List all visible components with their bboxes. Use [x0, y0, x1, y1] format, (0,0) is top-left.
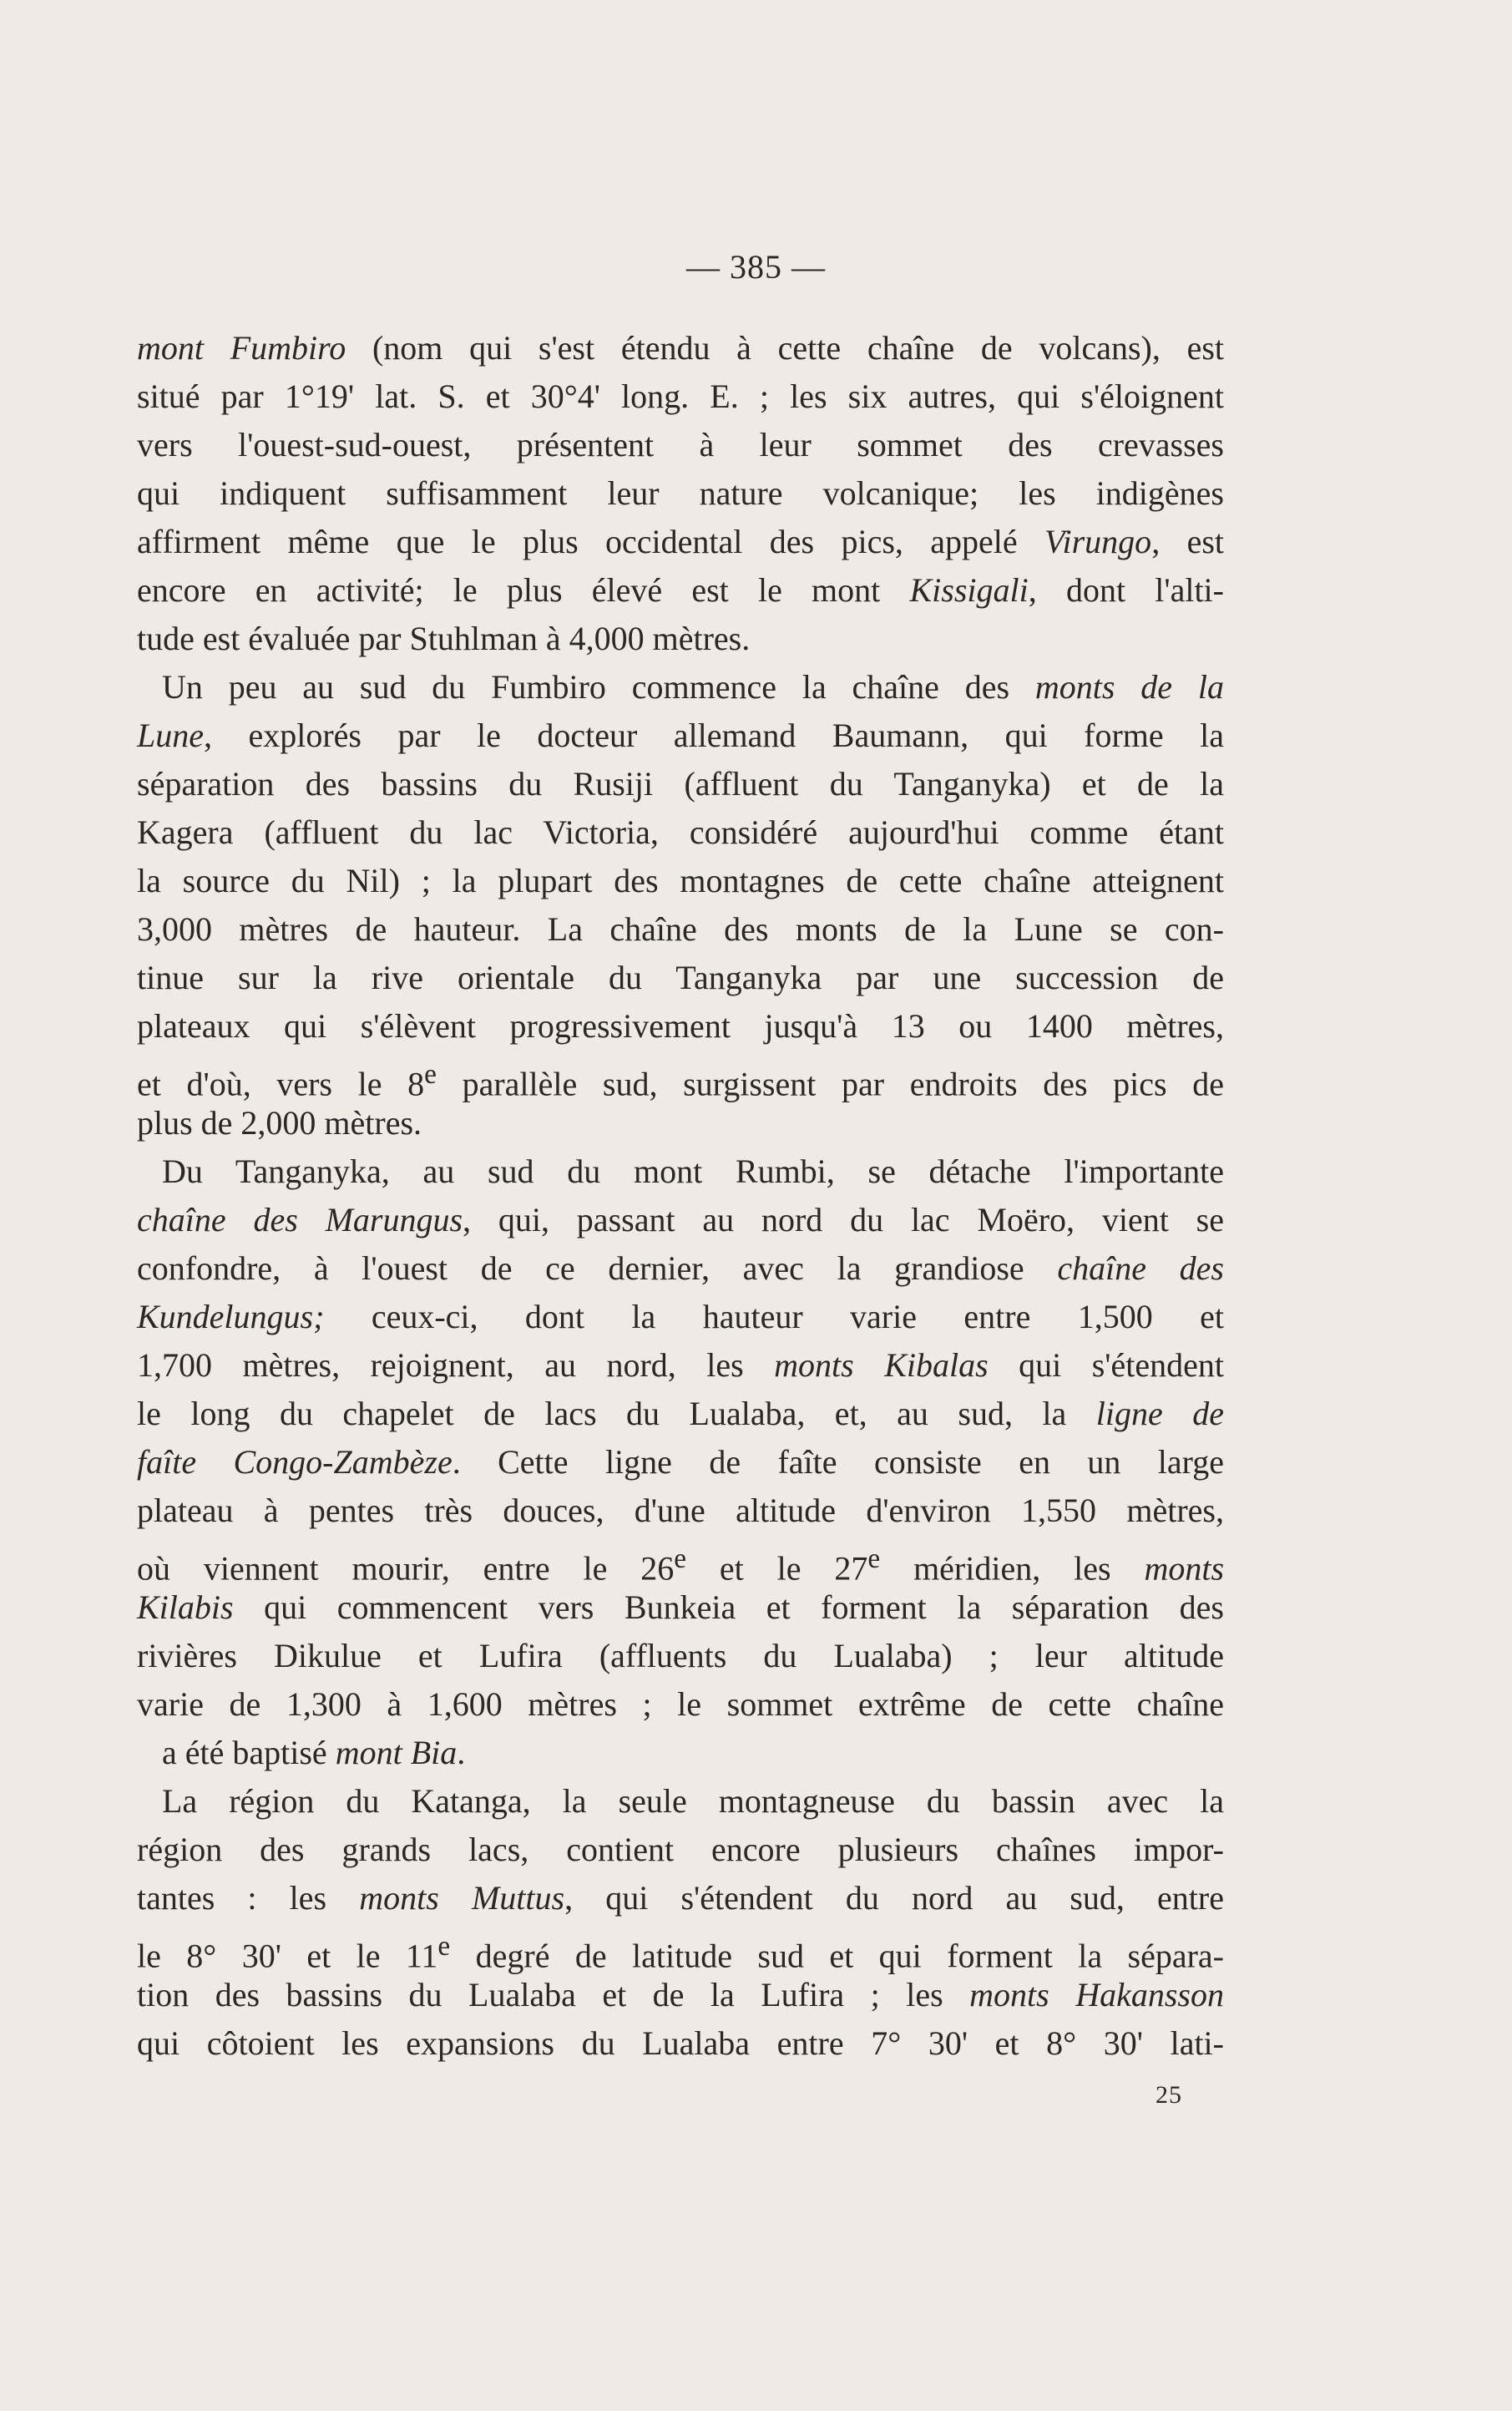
text-line: tude est évaluée par Stuhlman à 4,000 mètres. — [137, 620, 751, 657]
text-line: Kilabis qui commencent vers Bunkeia et forment la séparation des — [137, 1588, 1224, 1626]
text-line: confondre, à l'ouest de ce dernier, avec la grandiose chaîne des — [137, 1249, 1224, 1287]
text-line: rivières Dikulue et Lufira (affluents du Lualaba) ; leur altitude — [137, 1637, 1224, 1674]
text-line: plateau à pentes très douces, d'une altitude d'environ 1,550 mètres, — [137, 1492, 1224, 1529]
text-line: plateaux qui s'élèvent progressivement jusqu'à 13 ou 1400 mètres, — [137, 1007, 1224, 1045]
text-line: chaîne des Marungus, qui, passant au nord du lac Moëro, vient se — [137, 1201, 1224, 1238]
text-line: Du Tanganyka, au sud du mont Rumbi, se détache l'importante — [162, 1152, 1224, 1190]
text-line: tantes : les monts Muttus, qui s'étendent du nord au sud, entre — [137, 1879, 1224, 1917]
text-line: qui indiquent suffisamment leur nature volcanique; les indigènes — [137, 474, 1224, 512]
text-line: mont Fumbiro (nom qui s'est étendu à cette chaîne de volcans), est — [137, 329, 1225, 367]
text-line: plus de 2,000 mètres. — [137, 1104, 422, 1142]
text-line: tion des bassins du Lualaba et de la Lufira ; les monts Hakansson — [137, 1976, 1224, 2013]
text-line: Lune, explorés par le docteur allemand Baumann, qui forme la — [137, 717, 1224, 754]
text-line: séparation des bassins du Rusiji (affluent du Tanganyka) et de la — [137, 765, 1224, 803]
text-line: La région du Katanga, la seule montagneuse du bassin avec la — [162, 1782, 1224, 1820]
text-line: le long du chapelet de lacs du Lualaba, et, au sud, la ligne de — [137, 1395, 1225, 1432]
text-line: faîte Congo-Zambèze. Cette ligne de faîte consiste en un large — [137, 1443, 1224, 1481]
page-number: — 385 — — [686, 248, 826, 286]
text-line: situé par 1°19' lat. S. et 30°4' long. E. ; les six autres, qui s'éloignent — [137, 377, 1224, 415]
text-line: Un peu au sud du Fumbiro commence la chaîne des monts de la — [162, 668, 1225, 706]
text-line: tinue sur la rive orientale du Tanganyka par une succession de — [137, 959, 1224, 996]
text-line: 3,000 mètres de hauteur. La chaîne des monts de la Lune se con- — [137, 910, 1224, 948]
text-line: et d'où, vers le 8e parallèle sud, surgissent par endroits des pics de — [137, 1059, 1224, 1103]
text-line: affirment même que le plus occidental des pics, appelé Virungo, est — [137, 523, 1225, 560]
text-line: où viennent mourir, entre le 26e et le 27e méridien, les monts — [137, 1543, 1225, 1588]
text-line: région des grands lacs, contient encore plusieurs chaînes impor- — [137, 1831, 1224, 1868]
text-line: le 8° 30' et le 11e degré de latitude sud et qui forment la sépara- — [137, 1931, 1224, 1975]
text-line: vers l'ouest-sud-ouest, présentent à leur sommet des crevasses — [137, 426, 1224, 463]
text-line: Kagera (affluent du lac Victoria, considéré aujourd'hui comme étant — [137, 813, 1224, 851]
text-line: Kundelungus; ceux-ci, dont la hauteur varie entre 1,500 et — [137, 1298, 1224, 1335]
signature-mark: 25 — [1155, 2081, 1182, 2109]
text-line: encore en activité; le plus élevé est le mont Kissigali, dont l'alti- — [137, 571, 1224, 609]
text-line: varie de 1,300 à 1,600 mètres ; le sommet extrême de cette chaîne — [137, 1685, 1224, 1723]
text-line: a été baptisé mont Bia. — [162, 1734, 466, 1771]
text-line: 1,700 mètres, rejoignent, au nord, les monts Kibalas qui s'étendent — [137, 1346, 1224, 1384]
text-line: la source du Nil) ; la plupart des montagnes de cette chaîne atteignent — [137, 862, 1224, 899]
text-line: qui côtoient les expansions du Lualaba entre 7° 30' et 8° 30' lati- — [137, 2024, 1224, 2062]
body-text — [137, 324, 1224, 2068]
